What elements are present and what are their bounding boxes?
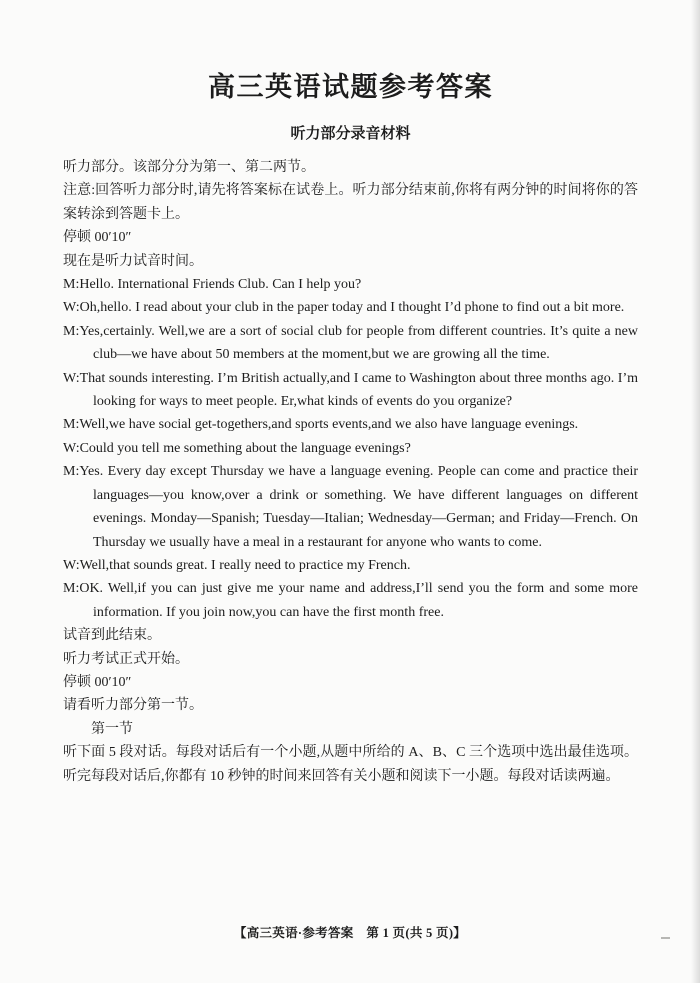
scan-artifact-mark (661, 937, 670, 939)
para-section-intro: 听力部分。该部分分为第一、第二两节。 (63, 160, 315, 175)
para-section-one-intro: 请看听力部分第一节。 (63, 698, 203, 714)
dialogue-line-m4: M:Yes. Every day except Thursday we have a language evening. People can come and practice their languages—you know,over a drink or something. We have different languages on different evenings. Monday—Spanish; Tuesday—Italian; Wednesday—German; and Friday—French. On Thursday we usually have a meal in a restaurant for anyone who wants to come. (63, 464, 638, 550)
dialogue-line-m1: M:Hello. International Friends Club. Can I help you? (63, 277, 362, 293)
document-body (63, 156, 638, 788)
dialogue-line-w3: W:Could you tell me something about the language evenings? (63, 440, 411, 456)
para-sound-check-end: 试音到此结束。 (63, 628, 161, 644)
para-pause-2: 停顿 00′10″ (63, 674, 132, 690)
para-section-one-instructions: 听下面 5 段对话。每段对话后有一个小题,从题中所给的 A、B、C 三个选项中选出最佳选项。听完每段对话后,你都有 10 秒钟的时间来回答有关小题和阅读下一小题。每段对话读两遍。 (63, 745, 638, 784)
para-pause: 停顿 00′10″ (63, 230, 132, 246)
dialogue-line-m3: M:Well,we have social get-togethers,and sports events,and we also have language evenings. (63, 417, 579, 433)
page-title: 高三英语试题参考答案 (208, 72, 493, 102)
page-footer: 【高三英语·参考答案 第 1 页(共 5 页)】 (233, 926, 467, 940)
dialogue-line-w4: W:Well,that sounds great. I really need to practice my French. (63, 557, 411, 573)
para-exam-start: 听力考试正式开始。 (63, 651, 189, 667)
scan-edge-shadow (691, 0, 700, 983)
para-section-one-heading: 第一节 (91, 721, 133, 737)
dialogue-line-m2: M:Yes,certainly. Well,we are a sort of social club for people from different countries. It’s quite a new club—we have about 50 members at the moment,but we are growing all the time. (63, 323, 638, 363)
dialogue-line-w2: W:That sounds interesting. I’m British actually,and I came to Washington about three months ago. I’m looking for ways to meet people. Er,what kinds of events do you organize? (63, 370, 638, 410)
para-notice: 注意:回答听力部分时,请先将答案标在试卷上。听力部分结束前,你将有两分钟的时间将你的答案转涂到答题卡上。 (63, 183, 638, 222)
dialogue-line-m5: M:OK. Well,if you can just give me your name and address,I’ll send you the form and some more information. If you join now,you can have the first month free. (63, 581, 638, 620)
para-sound-check-intro: 现在是听力试音时间。 (63, 253, 203, 269)
dialogue-line-w1: W:Oh,hello. I read about your club in the paper today and I thought I’d phone to find out a bit more. (63, 300, 625, 316)
section-heading: 听力部分录音材料 (290, 126, 411, 142)
